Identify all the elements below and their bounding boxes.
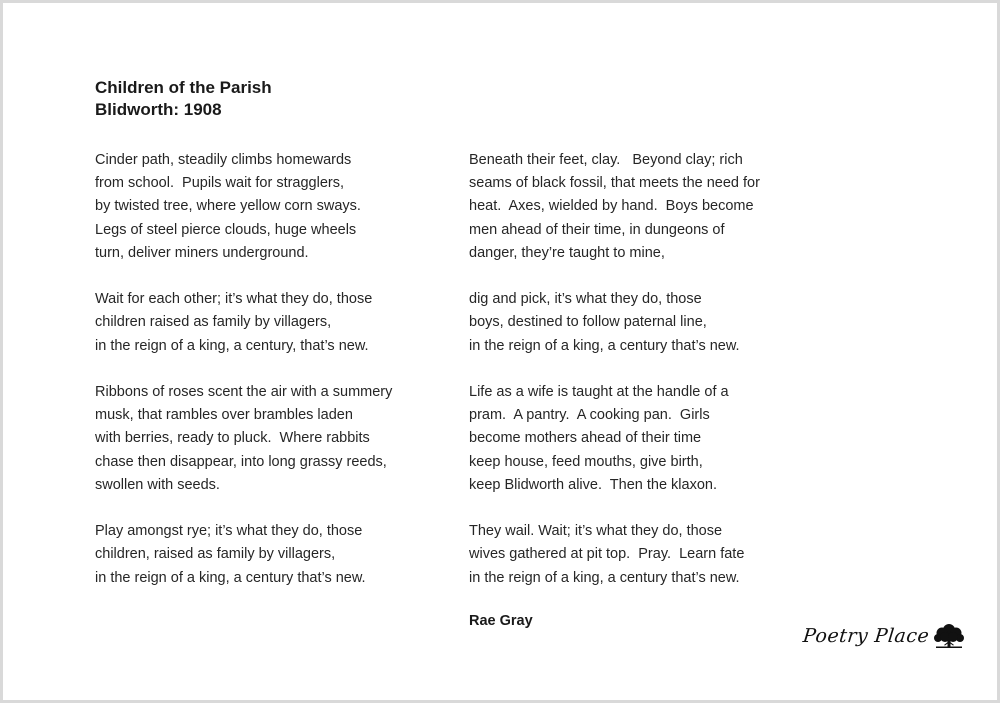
verse-line: boys, destined to follow paternal line, (469, 314, 707, 331)
poem-title-block (95, 77, 272, 121)
verse-line: chase then disappear, into long grassy reeds, (95, 453, 387, 470)
verse-line: Legs of steel pierce clouds, huge wheels (95, 221, 357, 238)
verse-line: in the reign of a king, a century, that’s new. (95, 337, 369, 354)
verse-line: children raised as family by villagers, (95, 314, 332, 331)
verse-line: Ribbons of roses scent the air with a summery (95, 384, 393, 400)
verse-line: children, raised as family by villagers, (95, 546, 336, 563)
stanza (95, 520, 435, 590)
poetry-place-logo (803, 623, 965, 649)
verse-line: dig and pick, it’s what they do, those (469, 291, 702, 308)
verse-line: in the reign of a king, a century that’s new. (469, 337, 740, 354)
verse-line: turn, deliver miners underground. (95, 244, 309, 261)
stanza (469, 520, 809, 590)
stanza (469, 288, 809, 358)
tree-icon (933, 623, 965, 649)
verse-line: Play amongst rye; it’s what they do, those (95, 523, 363, 540)
poem-right-column (469, 149, 809, 613)
poem-subtitle: Blidworth: 1908 (95, 100, 222, 119)
verse-line: keep house, feed mouths, give birth, (469, 453, 703, 470)
stanza (95, 149, 435, 265)
poem-author: Rae Gray (469, 613, 533, 629)
verse-line: become mothers ahead of their time (469, 430, 702, 447)
verse-line: Beneath their feet, clay. Beyond clay; rich (469, 152, 743, 168)
stanza (95, 381, 435, 497)
verse-line: Life as a wife is taught at the handle of a (469, 384, 729, 400)
verse-line: swollen with seeds. (95, 476, 220, 493)
verse-line: heat. Axes, wielded by hand. Boys become (469, 198, 754, 215)
verse-line: pram. A pantry. A cooking pan. Girls (469, 407, 710, 424)
verse-line: Cinder path, steadily climbs homewards (95, 152, 352, 168)
verse-line: Wait for each other; it’s what they do, those (95, 291, 373, 308)
verse-line: in the reign of a king, a century that’s new. (95, 569, 366, 586)
verse-line: seams of black fossil, that meets the need for (469, 175, 760, 192)
verse-line: keep Blidworth alive. Then the klaxon. (469, 476, 717, 493)
verse-line: men ahead of their time, in dungeons of (469, 221, 725, 238)
verse-line: danger, they’re taught to mine, (469, 244, 665, 261)
verse-line: in the reign of a king, a century that’s new. (469, 569, 740, 586)
stanza (469, 381, 809, 497)
verse-line: They wail. Wait; it’s what they do, those (469, 523, 723, 540)
verse-line: with berries, ready to pluck. Where rabbits (95, 430, 370, 447)
verse-line: musk, that rambles over brambles laden (95, 407, 353, 424)
verse-line: from school. Pupils wait for stragglers, (95, 175, 345, 192)
poem-title: Children of the Parish (95, 78, 272, 97)
verse-line: by twisted tree, where yellow corn sways. (95, 198, 361, 215)
logo-text: Poetry Place (801, 625, 931, 647)
stanza (469, 149, 809, 265)
poem-left-column (95, 149, 435, 613)
verse-line: wives gathered at pit top. Pray. Learn fate (469, 546, 745, 563)
stanza (95, 288, 435, 358)
